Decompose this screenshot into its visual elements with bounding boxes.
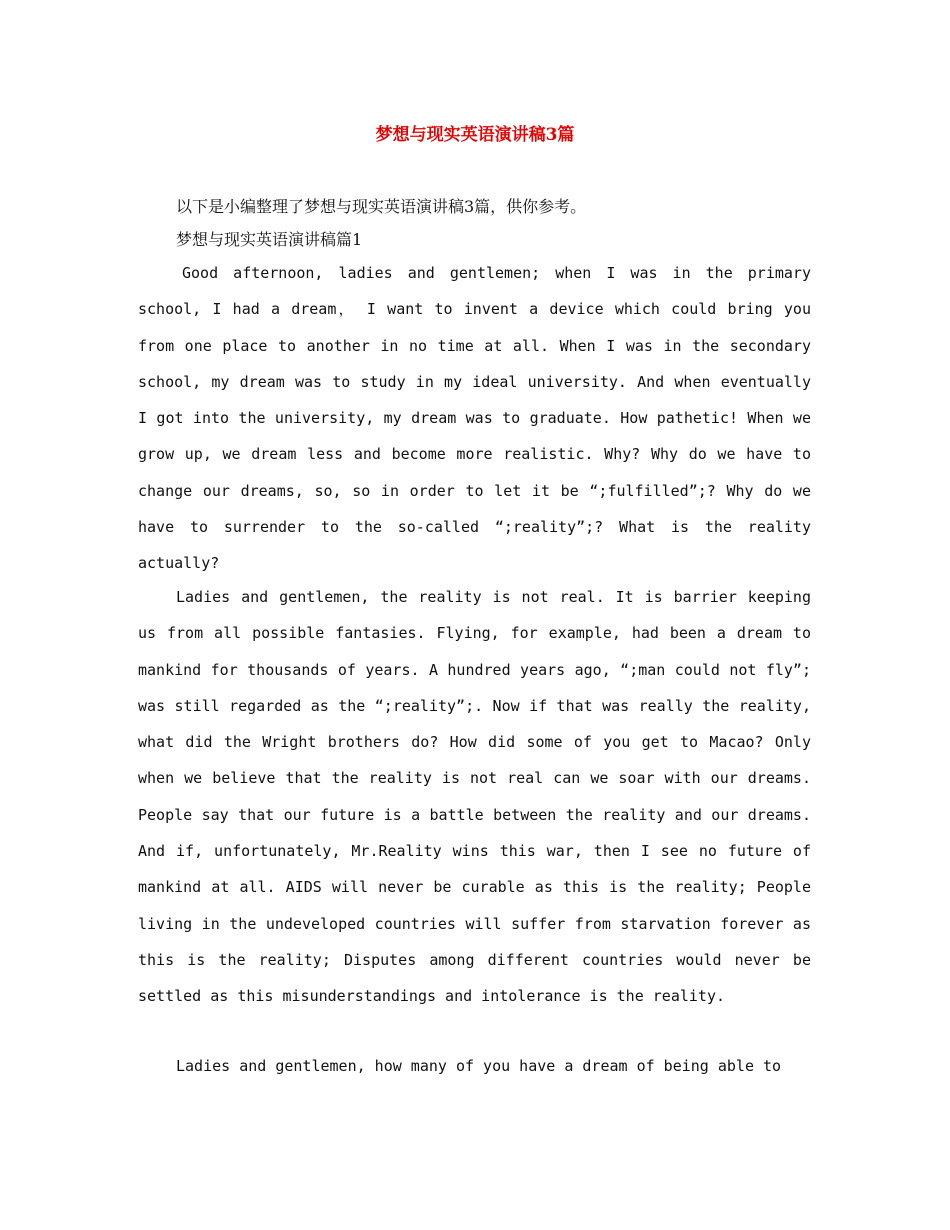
- paragraph-1: Good afternoon, ladies and gentlemen; when I was in the primary school, I had a dream， I want to invent a device which could bring you from one place to another in no time at all. When I was in the secondary school, my dream was to study in my ideal university. And when eventually I got into the university, my dream was to graduate. How pathetic! When we grow up, we dream less and become more realistic. Why? Why do we have to change our dreams, so, so in order to let it be “;fulfilled”;? Why do we have to surrender to the so-called “;reality”;? What is the reality actually?: [138, 264, 811, 573]
- paragraph-2: Ladies and gentlemen, the reality is not real. It is barrier keeping us from all possible fantasies. Flying, for example, had been a dream to mankind for thousands of years. A hundred years ago, “;man could not fly”; was still regarded as the “;reality”;. Now if that was really the reality, what did the Wright brothers do? How did some of you get to Macao? Only when we believe that the reality is not real can we soar with our dreams. People say that our future is a battle between the reality and our dreams. And if, unfortunately, Mr.Reality wins this war, then I see no future of mankind at all. AIDS will never be curable as this is the reality; People living in the undeveloped countries will suffer from starvation forever as this is the reality; Disputes among different countries would never be settled as this misunderstandings and intolerance is the reality.: [138, 588, 811, 1006]
- section-heading: 梦想与现实英语演讲稿篇1: [176, 230, 363, 249]
- document-title: 梦想与现实英语演讲稿3篇: [375, 125, 575, 145]
- paragraph-3: Ladies and gentlemen, how many of you have a dream of being able to: [176, 1057, 782, 1075]
- intro-text: 以下是小编整理了梦想与现实英语演讲稿3篇，供你参考。: [176, 197, 587, 216]
